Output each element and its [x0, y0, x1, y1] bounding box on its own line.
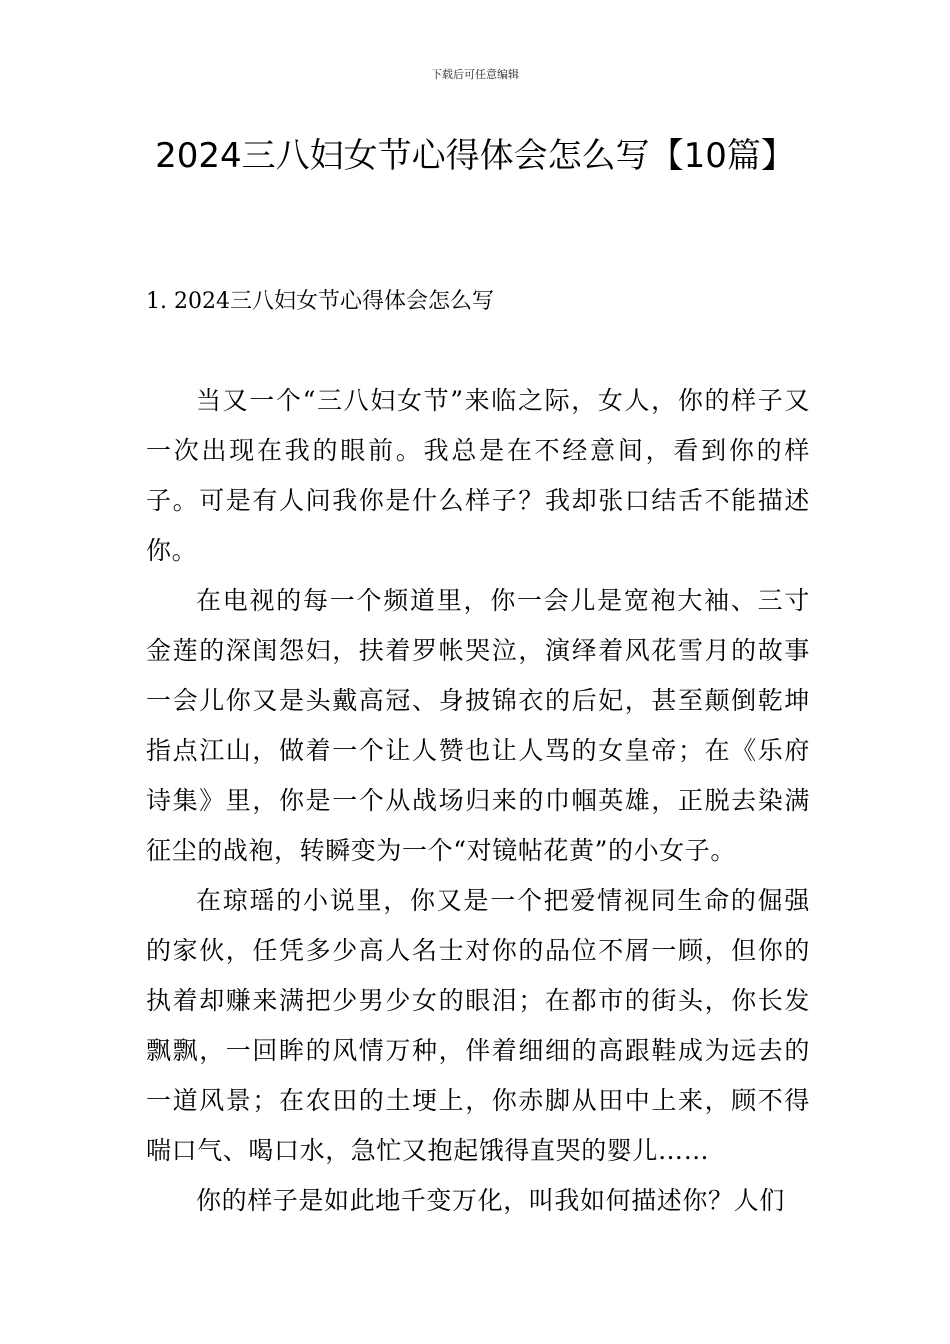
- paragraph-4: 你的样子是如此地千变万化，叫我如何描述你？人们: [196, 1186, 785, 1215]
- body-text: [146, 376, 810, 1226]
- download-note: 下载后可任意编辑: [431, 68, 519, 81]
- paragraph-3: 在琼瑶的小说里，你又是一个把爱情视同生命的倔强的家伙，任凭多少高人名士对你的品位不屑一顾，但你的执着却赚来满把少男少女的眼泪；在都市的街头，你长发飘飘，一回眸的风情万种，伴着细细的高跟鞋成为远去的一道风景；在农田的土埂上，你赤脚从田中上来，顾不得喘口气、喝口水，急忙又抱起饿得直哭的婴儿……: [146, 886, 810, 1165]
- document-title: 2024三八妇女节心得体会怎么写【10篇】: [155, 136, 795, 176]
- paragraph-1: 当又一个“三八妇女节”来临之际，女人，你的样子又一次出现在我的眼前。我总是在不经意间，看到你的样子。可是有人问我你是什么样子？我却张口结舌不能描述你。: [146, 386, 810, 565]
- paragraph-2: 在电视的每一个频道里，你一会儿是宽袍大袖、三寸金莲的深闺怨妇，扶着罗帐哭泣，演绎着风花雪月的故事一会儿你又是头戴高冠、身披锦衣的后妃，甚至颠倒乾坤指点江山，做着一个让人赞也让人骂的女皇帝；在《乐府诗集》里，你是一个从战场归来的巾帼英雄，正脱去染满征尘的战袍，转瞬变为一个“对镜帖花黄”的小女子。: [146, 586, 810, 865]
- section-heading: 1. 2024三八妇女节心得体会怎么写: [146, 289, 494, 314]
